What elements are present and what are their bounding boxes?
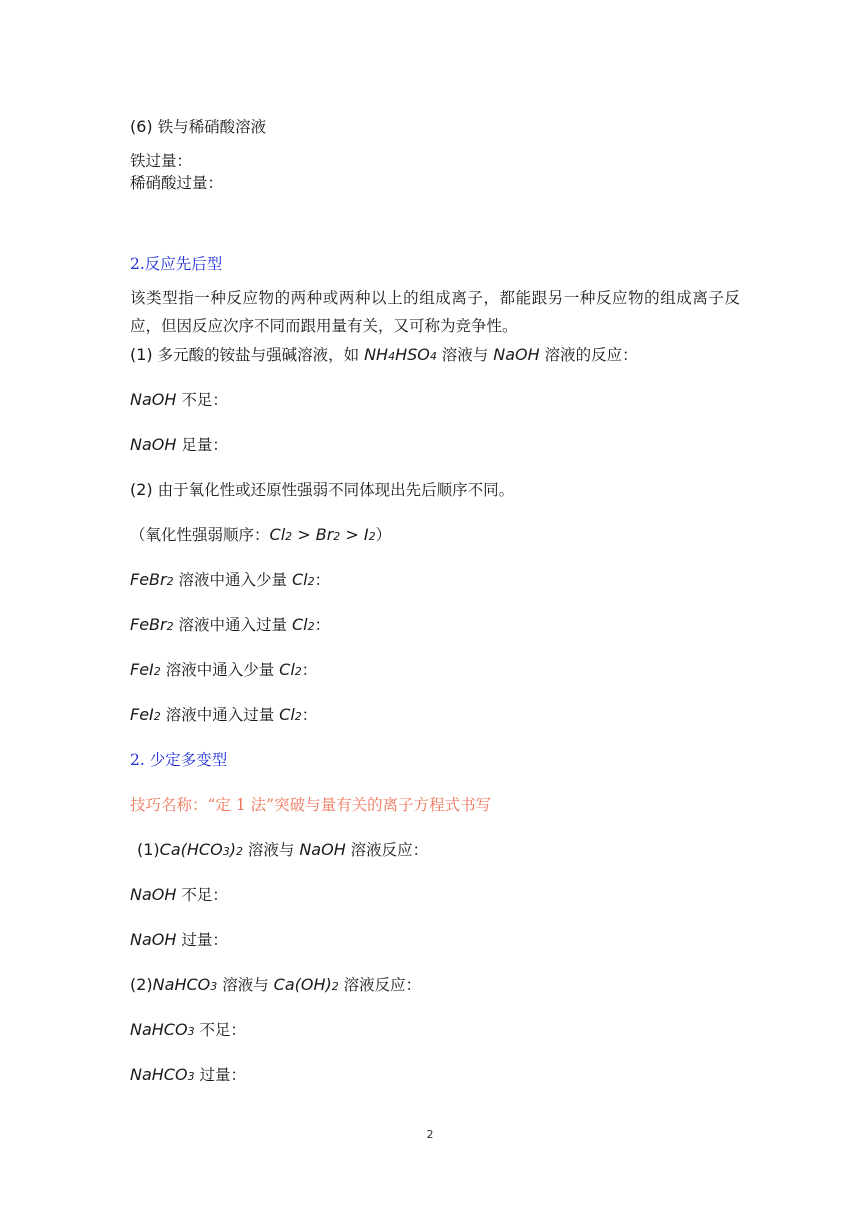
item-text: 多元酸的铵盐与强碱溶液，如	[157, 346, 360, 364]
formula: FeBr2	[130, 615, 174, 634]
formula: Cl2	[292, 615, 315, 634]
greater-than: >	[292, 525, 316, 544]
line-naoh-insufficient-2	[130, 885, 228, 905]
item-text: 溶液反应：	[350, 841, 429, 859]
section-heading-fixed-variable-type: 2. 少定多变型	[130, 751, 228, 769]
label: 溶液中通入过量	[178, 616, 288, 634]
item-text: 溶液与	[222, 976, 269, 994]
label: 溶液中通入少量	[178, 571, 288, 589]
label: 过量：	[199, 1066, 247, 1084]
formula: NaOH	[130, 390, 177, 409]
line-nitric-acid-excess: 稀硝酸过量：	[130, 174, 224, 192]
formula: NaOH	[130, 435, 177, 454]
line-iron-excess: 铁过量：	[130, 152, 193, 170]
label: 足量：	[181, 436, 228, 454]
formula: FeI2	[130, 660, 161, 679]
line-febr2-little-cl2: FeBr2 溶液中通入少量 Cl2：	[130, 570, 331, 589]
formula-br2: Br2	[315, 525, 341, 544]
paren-close: ）	[375, 526, 392, 544]
formula-cl2: Cl2	[269, 525, 293, 544]
formula-naoh: NaOH	[299, 840, 346, 859]
formula: Cl2	[292, 570, 315, 589]
paren-open: （氧化性强弱顺序：	[130, 526, 270, 544]
formula-naoh: NaOH	[493, 345, 540, 364]
formula: NaOH	[130, 930, 177, 949]
item-text: 溶液的反应：	[544, 346, 638, 364]
line-naoh-sufficient	[130, 435, 228, 455]
label: 不足：	[181, 391, 228, 409]
item-text: 溶液与	[441, 346, 489, 364]
item-nahco3	[130, 975, 421, 997]
label: 不足：	[181, 886, 228, 904]
section-heading-sequence-type: 2.反应先后型	[130, 255, 223, 273]
formula: NaHCO3	[130, 1065, 195, 1084]
formula-ca-oh-2: Ca(OH)2	[273, 975, 339, 994]
line-fei2-excess-cl2: FeI2 溶液中通入过量 Cl2：	[130, 705, 318, 724]
formula: Cl2	[279, 660, 302, 679]
item-number: (6)	[130, 117, 153, 136]
line-oxidizing-order	[130, 525, 391, 547]
line-naoh-excess	[130, 930, 228, 950]
formula: FeI2	[130, 705, 161, 724]
item-number: (1)	[137, 840, 160, 859]
greater-than: >	[340, 525, 364, 544]
line-nahco3-insufficient	[130, 1020, 246, 1042]
item-number: (1)	[130, 345, 153, 364]
item-text: 由于氧化性或还原性强弱不同体现出先后顺序不同。	[157, 481, 515, 499]
item-number: (2)	[130, 975, 153, 994]
label: 过量：	[181, 931, 228, 949]
item-ammonium-salt	[130, 345, 638, 367]
label: 溶液中通入过量	[165, 706, 275, 724]
formula-nahco3: NaHCO3	[152, 975, 218, 994]
formula-ca-hco3-2: Ca(HCO3)2	[159, 840, 243, 859]
label: 不足：	[199, 1021, 247, 1039]
item-number: (2)	[130, 480, 153, 499]
formula-i2: I2	[363, 525, 376, 544]
item-text: 铁与稀硝酸溶液	[157, 118, 267, 136]
item-text: 溶液反应：	[343, 976, 422, 994]
tip-title: 技巧名称：“定 1 法”突破与量有关的离子方程式书写	[130, 796, 492, 814]
line-febr2-excess-cl2: FeBr2 溶液中通入过量 Cl2：	[130, 615, 331, 634]
formula: NaHCO3	[130, 1020, 195, 1039]
label: 溶液中通入少量	[165, 661, 275, 679]
formula-nh4hso4: NH4HSO4	[364, 345, 437, 364]
item-ca-hco3	[137, 840, 428, 862]
item-text: 溶液与	[247, 841, 295, 859]
item-redox-order	[130, 480, 514, 500]
line-naoh-insufficient	[130, 390, 228, 410]
formula: Cl2	[279, 705, 302, 724]
formula: NaOH	[130, 885, 177, 904]
line-fei2-little-cl2: FeI2 溶液中通入少量 Cl2：	[130, 660, 318, 679]
item-iron-nitric-acid	[130, 117, 266, 137]
formula: FeBr2	[130, 570, 174, 589]
line-nahco3-excess	[130, 1065, 246, 1087]
paragraph-definition: 该类型指一种反应物的两种或两种以上的组成离子，都能跟另一种反应物的组成离子反应，但因反应次序不同而跟用量有关，又可称为竞争性。	[130, 289, 740, 335]
page-number: 2	[426, 1128, 434, 1141]
